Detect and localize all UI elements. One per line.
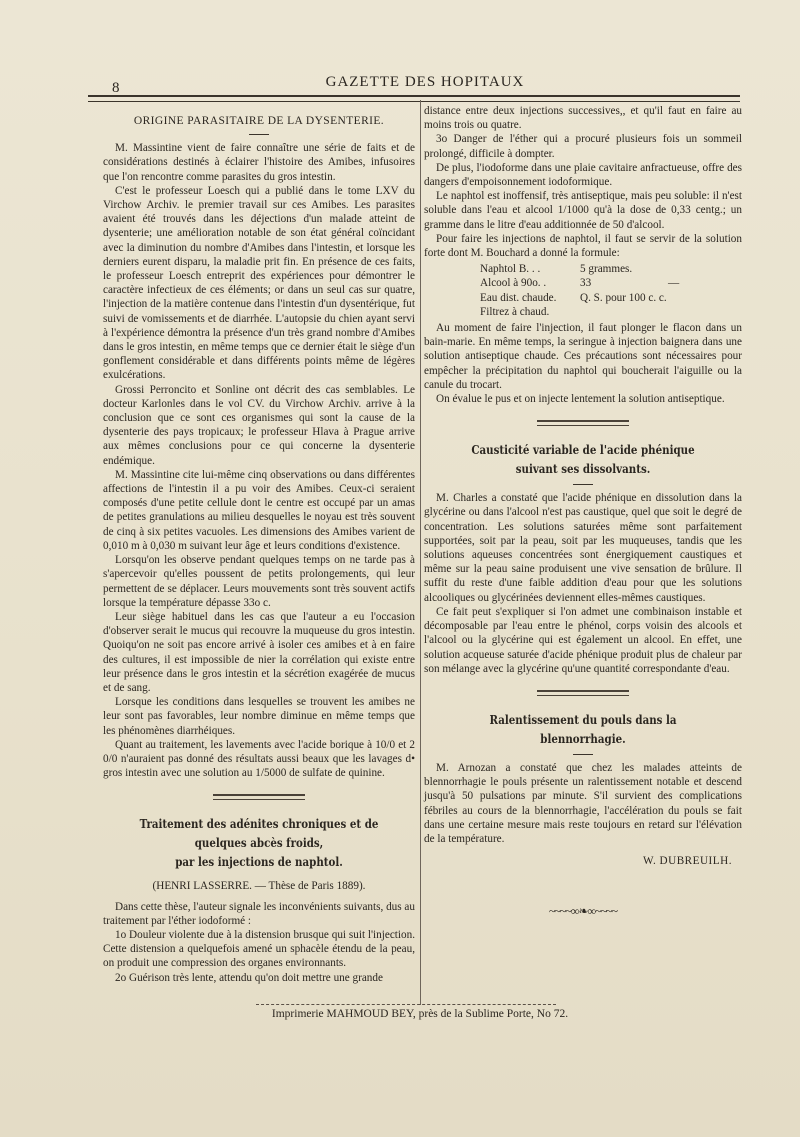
naphtol-formula xyxy=(424,262,742,319)
paragraph: M. Massintine vient de faire connaître une série de faits et de considérations destinés à éclairer l'histoire des Amibes, infusoires que l'on rencontre comme parasites du gros intestin. xyxy=(103,142,415,183)
paragraph: distance entre deux injections successives,, et qu'il faut en faire au moins trois ou quatre. xyxy=(424,105,742,132)
ingredient-qty: 5 grammes. xyxy=(580,263,633,276)
formula-row xyxy=(424,276,742,290)
ingredient-qty: 33 xyxy=(580,277,592,290)
printer-imprint: Imprimerie MAHMOUD BEY, près de la Sublime Porte, No 72. xyxy=(271,1008,569,1020)
thesis-citation: (HENRI LASSERRE. — Thèse de Paris 1889). xyxy=(152,880,366,893)
masthead-title: GAZETTE DES HOPITAUX xyxy=(325,74,525,90)
header-rule xyxy=(88,95,740,102)
paragraph: 2o Guérison très lente, attendu qu'on doit mettre une grande xyxy=(115,971,383,984)
paragraph: Dans cette thèse, l'auteur signale les inconvénients suivants, dus au traitement par l'éther iodoformé : xyxy=(103,900,415,927)
paragraph: 3o Danger de l'éther qui a procuré plusieurs fois un sommeil prolongé, difficile à dompter. xyxy=(424,133,742,160)
section-separator xyxy=(537,690,629,696)
paragraph: C'est le professeur Loesch qui a publié dans le tome LXV du Virchow Archiv. le premier travail sur ces Amibes. Les parasites avaient été trouvés dans les déjections d'un malade atteint de dysenterie; une amélioration notable de son état général coïncidant avec la diminution du nombre d'Amibes dans l'intestin, et lorsque les derniers eurent disparu, la maladie prit fin. En présence de ces faits, le professeur Loesch entreprit des expériences pour démontrer le caractère infectieux de ces éléments; or dans un seul cas sur quatre, l'injection de la matière contenue dans l'intestin d'un dysentérique, fut suivi de vomissements et de diarrhée. L'autopsie du chien ayant servi à l'expérience démontra la présence d'un très grand nombre d'Amibes dans le gros intestin, en même temps que ce dernier était le siège d'un gonflement considérable et dans différents points même de légères exulcérations. xyxy=(103,184,415,382)
paragraph: Ce fait peut s'expliquer si l'on admet une combinaison instable et décomposable par l'eau entre le phénol, corps voisin des alcools et l'alcool ou la glycérine qui est également un alcool. En effet, une solution acqueuse saturée d'acide phénique produit plus de chaleur par son mélange avec la glycérine qu'une quantité correspondante d'eau. xyxy=(424,605,742,675)
heading-line: Traitement des adénites chroniques et de quelques abcès froids, xyxy=(139,816,379,851)
heading-line: par les injections de naphtol. xyxy=(175,854,343,870)
heading-rule xyxy=(573,754,593,755)
article-heading-blennorrhagie: Ralentissement du pouls dans la blennorrhagie. xyxy=(489,711,677,746)
section-separator xyxy=(537,420,629,426)
section-separator xyxy=(213,794,305,800)
paragraph: Le naphtol est inoffensif, très antiseptique, mais peu soluble: il n'est soluble dans l'eau et alcool 1/1000 qu'à la dose de 0,33 centg.; un gramme dans le litre d'eau additionnée de 50 d'alcool. xyxy=(424,190,742,231)
paragraph: M. Arnozan a constaté que chez les malades atteints de blennorrhagie le pouls présente un ralentissement notable et descend jusqu'à 50 pulsations par minute. S'il survient des complications fébriles au cours de la blennorrhagie, l'accélération du pouls se fait dans une certaine mesure mais reste toujours en retard sur l'élévation de la température. xyxy=(424,761,742,845)
formula-row xyxy=(424,291,742,305)
ingredient-name: Alcool à 90o. . xyxy=(480,277,547,290)
ingredient-qty xyxy=(580,305,668,319)
heading-rule xyxy=(249,134,269,135)
paragraph: 1o Douleur violente due à la distension brusque qui suit l'injection. Cette distension a quelquefois amené un sphacèle étendu de la peau, on produit une compression des organes environnants. xyxy=(103,928,415,970)
paragraph: Leur siège habituel dans les cas que l'auteur a eu l'occasion d'observer serait le mucus qui recouvre la muqueuse du gros intestin. Quoiqu'on ne soit pas encore arrivé à isoler ces amibes et à en faire des cultures, il est impossible de nier la corrélation qui existe entre leur présence dans le gros intestin et la sécrétion exagérée de mucus et de sang. xyxy=(103,610,415,694)
paragraph: Au moment de faire l'injection, il faut plonger le flacon dans un bain-marie. En même temps, la seringue à injection baignera dans une solution antiseptique chaude. Ces précautions sont nécessaires pour empêcher la précipitation du naphtol qui boucherait l'aiguille ou la canule du trocart. xyxy=(424,322,742,391)
paragraph: Quant au traitement, les lavements avec l'acide borique à 10/0 et 2 0/0 n'auraient pas donné des résultats aussi beaux que les lavages d• gros intestin avec une solution au 1/5000 de sulfate de quinine. xyxy=(103,738,415,780)
paragraph: De plus, l'iodoforme dans une plaie cavitaire anfractueuse, offre des dangers d'empoisonnement iodoformique. xyxy=(424,161,742,189)
article-heading-acide-phenique: Causticité variable de l'acide phénique suivant ses dissolvants. xyxy=(471,442,695,477)
left-column xyxy=(103,104,415,985)
ingredient-name: Naphtol B. . . xyxy=(480,263,541,276)
paragraph: Grossi Perroncito et Sonline ont décrit des cas semblables. Le docteur Karlonles dans le vol CV. du Virchow Archiv. arrive à la conclusion que ce sont ces organismes qui sont la cause de la dysenterie des pays tropicaux; le professeur Hlava à Prague arrive aux mêmes conclusions pour ce qui concerne la dysenterie endémique. xyxy=(103,383,415,467)
paragraph: M. Charles a constaté que l'acide phénique en dissolution dans la glycérine ou dans l'alcool n'est pas caustique, quel que soit le degré de concentration. Les solutions saturées même sont parfaitement supportées, soit par la peau, soit par les muqueuses, tandis que les solutions aqueuses concentrées sont énergiquement caustiques et même sur la peau saine produisent une vive sensation de brûlure. Il suffit du reste d'une faible addition d'eau pour que les solutions alcooliques ou glycérinées deviennent elles-mêmes caustiques. xyxy=(424,492,742,604)
ingredient-name: Eau dist. chaude. xyxy=(480,291,557,304)
right-column xyxy=(424,104,742,919)
paragraph: Lorsque les conditions dans lesquelles se trouvent les amibes ne leur sont pas favorables, leur nombre diminue en même temps que les phénomènes diarrhéiques. xyxy=(103,696,415,737)
ornament-flourish: ~~~~∞❧∞~~~~ xyxy=(548,904,618,919)
author-signature: W. DUBREUILH. xyxy=(642,855,732,868)
ingredient-name: Filtrez à chaud. xyxy=(480,305,550,318)
article-heading-dysenterie: ORIGINE PARASITAIRE DE LA DYSENTERIE. xyxy=(133,115,385,127)
paragraph: Pour faire les injections de naphtol, il faut se servir de la solution forte dont M. Bouchard a donné la formule: xyxy=(424,232,742,260)
formula-row xyxy=(424,305,742,319)
paragraph: On évalue le pus et on injecte lentement la solution antiseptique. xyxy=(436,393,725,406)
article-heading-adenites xyxy=(131,814,387,871)
ingredient-unit: — xyxy=(668,277,680,290)
formula-row xyxy=(424,262,742,276)
page-number: 8 xyxy=(112,80,120,96)
heading-rule xyxy=(573,484,593,485)
ingredient-qty: Q. S. pour 100 c. c. xyxy=(580,291,667,304)
paragraph: Lorsqu'on les observe pendant quelques temps on ne tarde pas à s'apercevoir qu'elles poussent de petits prolongements, qui leur permettent de se déplacer. Leurs mouvements sont très souvent actifs lorsque la température dépasse 33o c. xyxy=(103,554,415,609)
paragraph: M. Massintine cite lui-même cinq observations ou dans différentes affections de l'intestin il a pu voir des Amibes. Ceux-ci seraient composés d'une petite cellule dont le centre est occupé par un amas de petites granulations au milieu desquelles le noyau est très souvent de cinq à six petites vacuoles. Les dimensions des Amibes varient de 0,010 m à 0,030 m suivant leur âge et leurs conditions d'existence. xyxy=(103,468,415,552)
column-divider xyxy=(420,100,421,1005)
